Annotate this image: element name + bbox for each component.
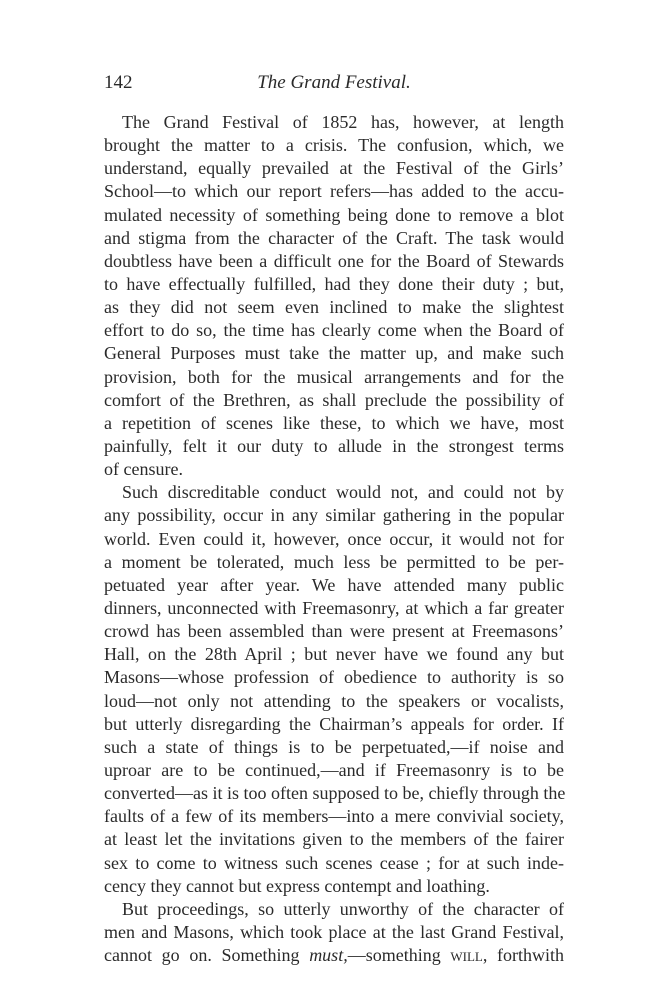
text-line: mulated necessity of something being done to remove a blot <box>104 204 564 225</box>
text-line: doubtless have been a difficult one for the Board of Stewards <box>104 250 564 271</box>
text-line: cency they cannot but express contempt and loathing. <box>104 875 490 896</box>
text-run: cannot go on. <box>104 945 212 966</box>
text-line: Such discreditable conduct would not, and could not by <box>122 482 564 503</box>
text-line: School—to which our report refers—has added to the accu- <box>104 181 564 202</box>
text-line: a moment be tolerated, much less be permitted to be per- <box>104 551 564 572</box>
text-line: petuated year after year. We have attended many public <box>104 574 564 595</box>
text-line: at least let the invitations given to the members of the fairer <box>104 829 564 850</box>
text-line: converted—as it is too often supposed to be, chiefly through the <box>104 783 566 804</box>
text-line: of censure. <box>104 459 183 480</box>
text-line: faults of a few of its members—into a mere convivial society, <box>104 806 564 827</box>
page-number: 142 <box>104 72 133 93</box>
text-line: but utterly disregarding the Chairman’s appeals for order. If <box>104 713 564 734</box>
text-line <box>104 944 564 967</box>
running-title: The Grand Festival. <box>257 72 411 93</box>
text-line: men and Masons, which took place at the last Grand Festival, <box>104 921 564 942</box>
text-line: dinners, unconnected with Freemasonry, at which a far greater <box>104 597 564 618</box>
text-line: General Purposes must take the matter up, and make such <box>104 343 564 364</box>
text-line: But proceedings, so utterly unworthy of the character of <box>122 898 564 919</box>
text-run: forthwith <box>497 945 565 966</box>
text-line: painfully, felt it our duty to allude in the strongest terms <box>104 435 564 456</box>
text-run: —something <box>347 945 441 966</box>
text-line: and stigma from the character of the Craft. The task would <box>104 227 564 248</box>
text-line: a repetition of scenes like these, to which we have, most <box>104 412 564 433</box>
italic-emphasis: must, <box>309 945 348 966</box>
text-line: any possibility, occur in any similar gathering in the popular <box>104 505 564 526</box>
text-line: such a state of things is to be perpetuated,—if noise and <box>104 736 564 757</box>
text-line: understand, equally prevailed at the Festival of the Girls’ <box>104 158 564 179</box>
text-line: sex to come to witness such scenes cease ; for at such inde- <box>104 852 564 873</box>
text-line: crowd has been assembled than were present at Freemasons’ <box>104 621 564 642</box>
text-line: comfort of the Brethren, as shall preclude the possibility of <box>104 389 564 410</box>
text-line: to have effectually fulfilled, had they done their duty ; but, <box>104 273 564 294</box>
text-line: loud—not only not attending to the speakers or vocalists, <box>104 690 564 711</box>
text-line: effort to do so, the time has clearly come when the Board of <box>104 320 564 341</box>
body-text <box>104 111 564 967</box>
text-line: world. Even could it, however, once occur, it would not for <box>104 528 564 549</box>
text-line: The Grand Festival of 1852 has, however, at length <box>122 112 564 132</box>
text-line: Masons—whose profession of obedience to authority is so <box>104 667 564 688</box>
text-line: uproar are to be continued,—and if Freemasonry is to be <box>104 759 564 780</box>
text-line: brought the matter to a crisis. The confusion, which, we <box>104 135 564 156</box>
text-line: Hall, on the 28th April ; but never have we found any but <box>104 644 564 665</box>
text-run: Something <box>221 945 300 966</box>
running-head <box>104 72 564 98</box>
text-line: as they did not seem even inclined to make the slightest <box>104 297 564 318</box>
small-caps-emphasis: will, <box>450 945 488 966</box>
text-line: provision, both for the musical arrangements and for the <box>104 366 564 387</box>
